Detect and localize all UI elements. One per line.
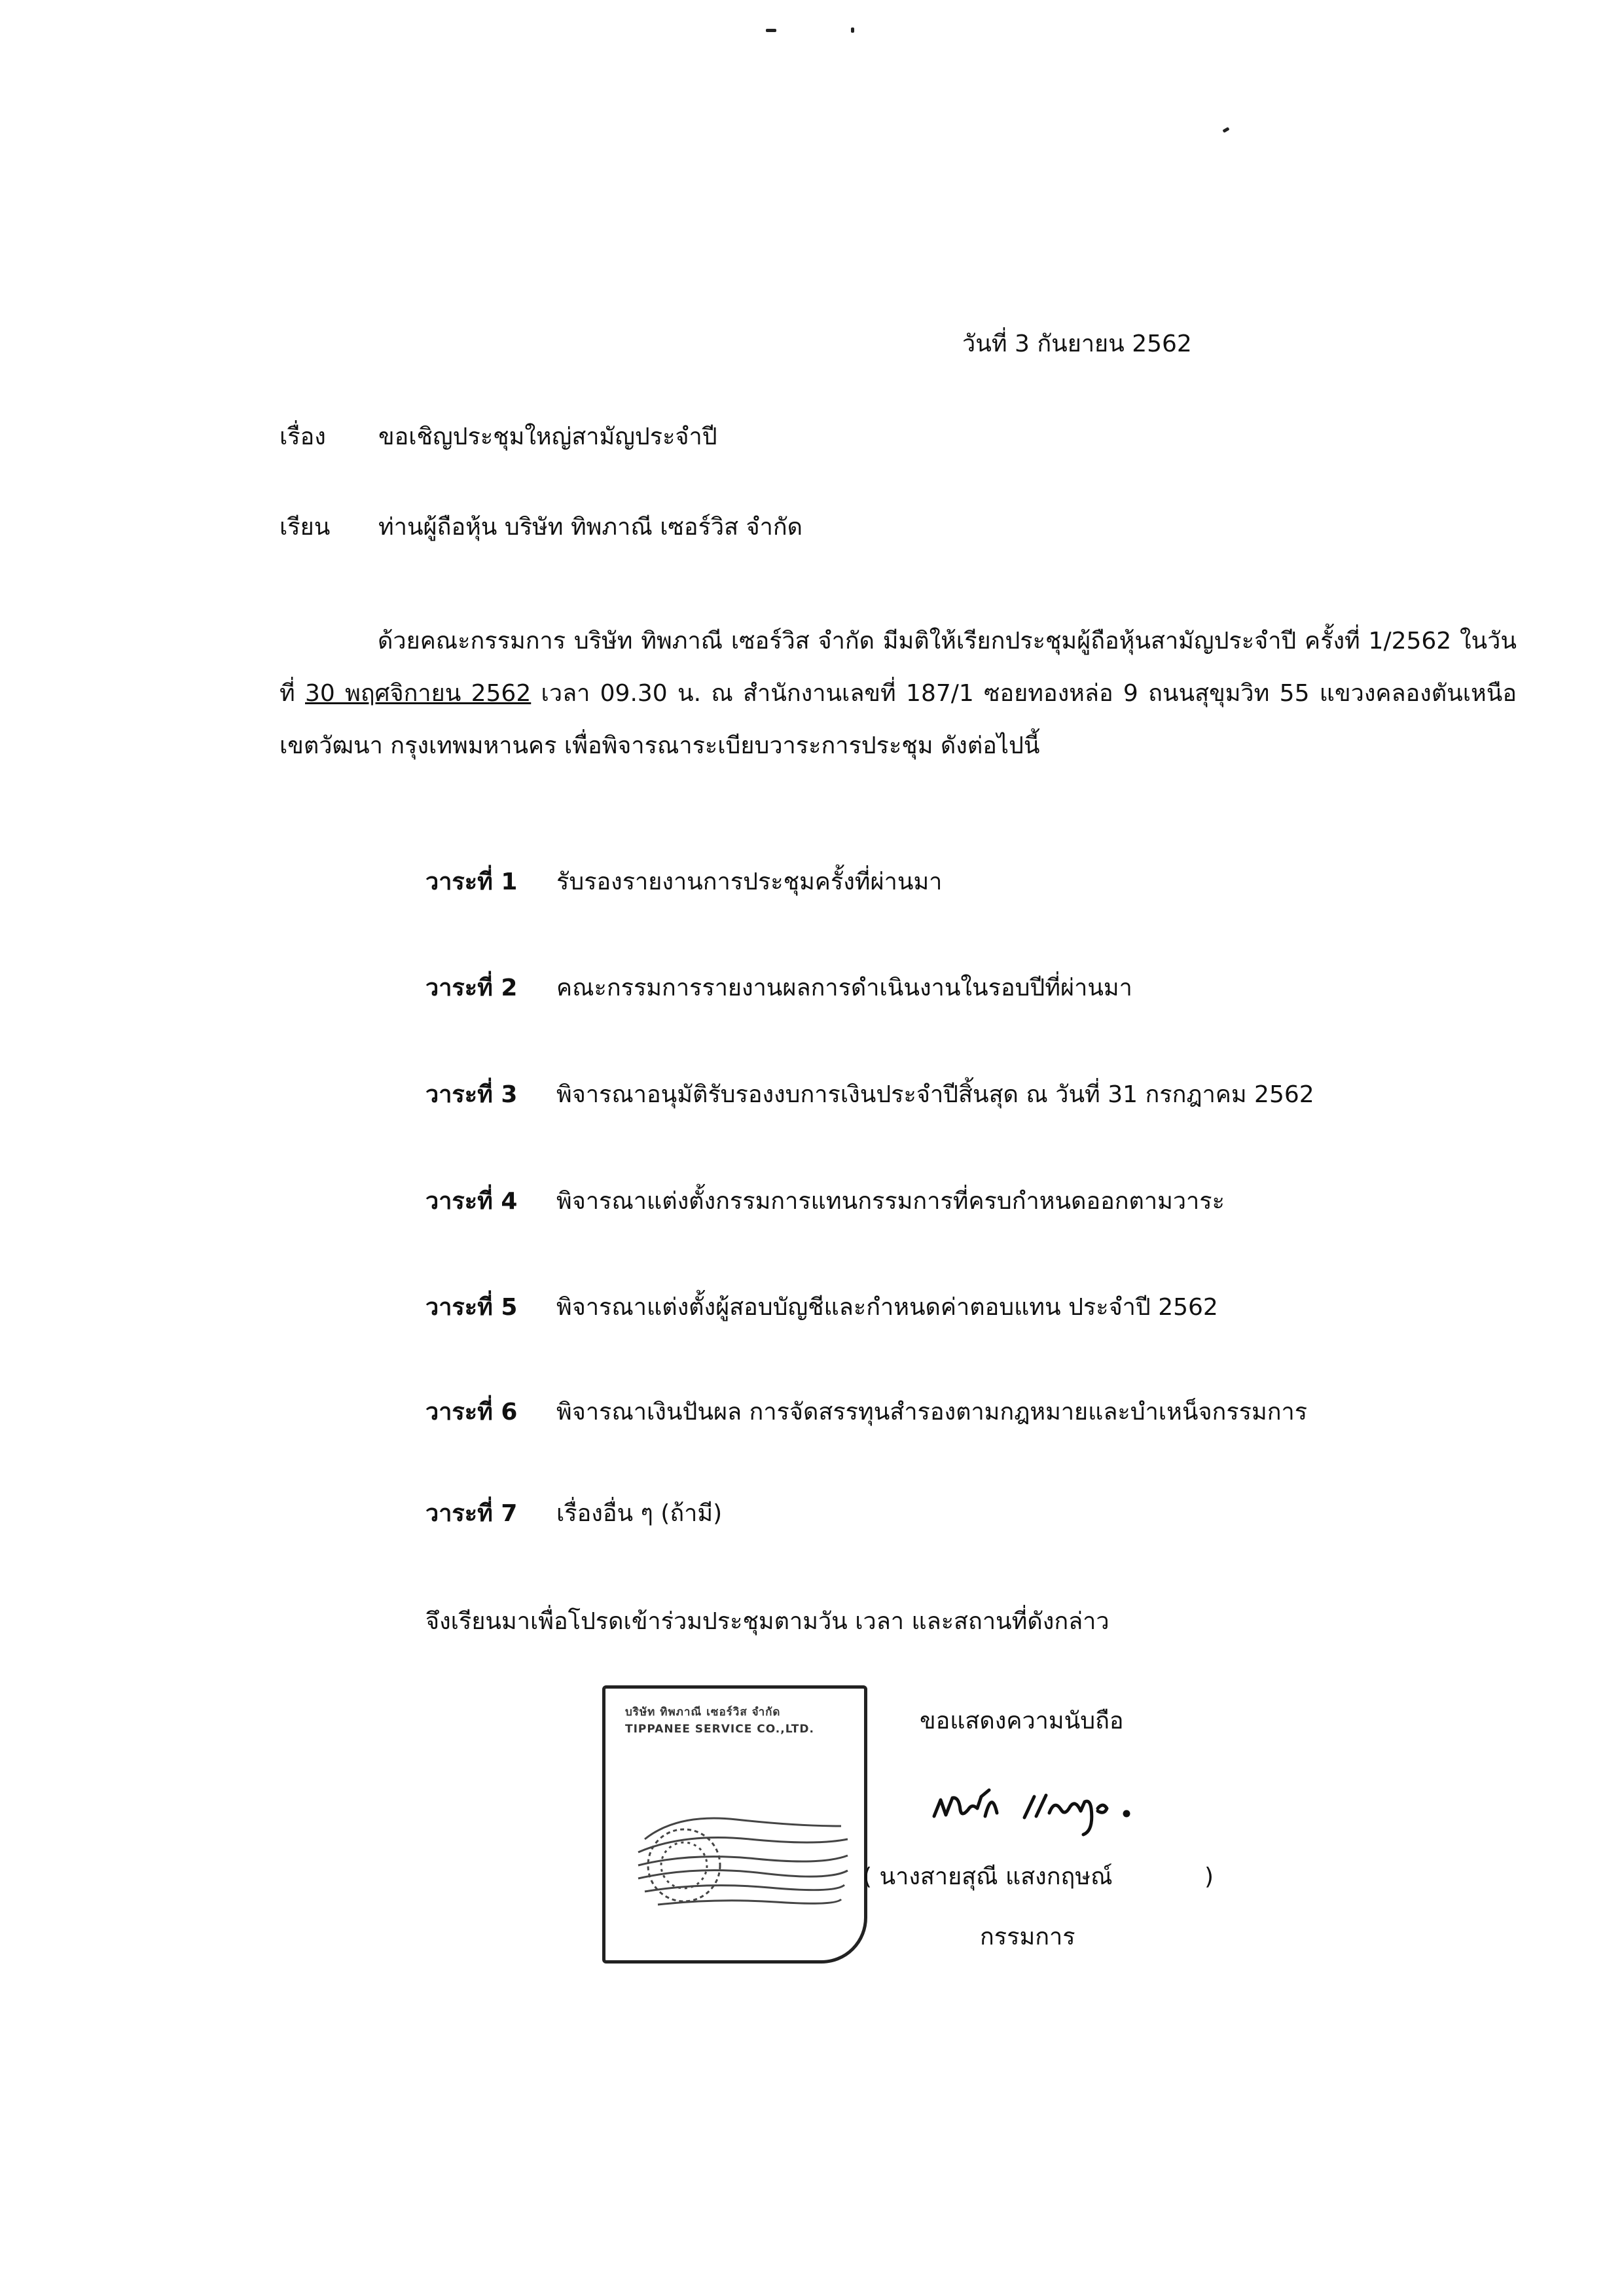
letter-date: วันที่ 3 กันยายน 2562: [962, 331, 1192, 357]
closing-sentence: จึงเรียนมาเพื่อโปรดเข้าร่วมประชุมตามวัน เวลา และสถานที่ดังกล่าว: [425, 1608, 1110, 1635]
agenda-item-number: วาระที่ 2: [425, 975, 518, 1001]
body-text-after-date: เวลา 09.30 น. ณ สำนักงานเลขที่ 187/1 ซอยทองหล่อ 9 ถนนสุขุมวิท 55 แขวงคลองตันเหนือ เขตวัฒนา กรุงเทพมหานคร เพื่อพิจารณาระเบียบวาระการประชุม ดังต่อไปนี้: [280, 680, 1517, 759]
agenda-item-text: รับรองรายงานการประชุมครั้งที่ผ่านมา: [556, 869, 943, 895]
closing-regards: ขอแสดงความนับถือ: [920, 1708, 1124, 1734]
agenda-item-text: พิจารณาอนุมัติรับรองงบการเงินประจำปีสิ้นสุด ณ วันที่ 31 กรกฎาคม 2562: [556, 1081, 1314, 1108]
subject-text: ขอเชิญประชุมใหญ่สามัญประจำปี: [378, 423, 717, 450]
handwritten-signature: [926, 1770, 1142, 1842]
stamp-company-name-th: บริษัท ทิพภาณี เซอร์วิส จำกัด: [625, 1706, 781, 1719]
scan-speck: [1222, 127, 1229, 133]
signer-name-closing-paren: ): [1204, 1863, 1214, 1890]
recipient-text: ท่านผู้ถือหุ้น บริษัท ทิพภาณี เซอร์วิส จำกัด: [378, 514, 803, 541]
body-paragraph: [280, 615, 1517, 772]
stamp-company-name-en: TIPPANEE SERVICE CO.,LTD.: [625, 1723, 814, 1736]
agenda-item-number: วาระที่ 4: [425, 1188, 518, 1215]
agenda-item-text: พิจารณาแต่งตั้งกรรมการแทนกรรมการที่ครบกำหนดออกตามวาระ: [556, 1188, 1225, 1215]
body-text-before-date: ด้วยคณะกรรมการ บริษัท ทิพภาณี เซอร์วิส จำกัด มีมติให้เรียกประชุมผู้ถือหุ้นสามัญประจำปี ครั้งที่ 1/2562 ในวันที่: [280, 628, 1517, 707]
agenda-item-number: วาระที่ 6: [425, 1399, 518, 1426]
agenda-item-number: วาระที่ 5: [425, 1294, 518, 1321]
signer-position: กรรมการ: [980, 1924, 1075, 1950]
agenda-item-text: พิจารณาเงินปันผล การจัดสรรทุนสำรองตามกฎหมายและบำเหน็จกรรมการ: [556, 1399, 1308, 1426]
stamp-seal-graphic: [619, 1800, 861, 1931]
agenda-item-number: วาระที่ 7: [425, 1500, 518, 1527]
agenda-item-number: วาระที่ 3: [425, 1081, 518, 1108]
meeting-date: 30 พฤศจิกายน 2562: [305, 680, 532, 707]
recipient-label: เรียน: [280, 514, 331, 541]
signer-name: ( นางสายสุณี แสงกฤษณ์: [863, 1863, 1113, 1890]
agenda-item-number: วาระที่ 1: [425, 869, 518, 895]
agenda-item-text: คณะกรรมการรายงานผลการดำเนินงานในรอบปีที่ผ่านมา: [556, 975, 1132, 1001]
agenda-item-text: พิจารณาแต่งตั้งผู้สอบบัญชีและกำหนดค่าตอบแทน ประจำปี 2562: [556, 1294, 1218, 1321]
subject-label: เรื่อง: [280, 423, 326, 450]
company-stamp: [602, 1685, 867, 1964]
scan-speck: [851, 27, 854, 33]
agenda-item-text: เรื่องอื่น ๆ (ถ้ามี): [556, 1500, 723, 1527]
scan-speck: [766, 29, 776, 32]
